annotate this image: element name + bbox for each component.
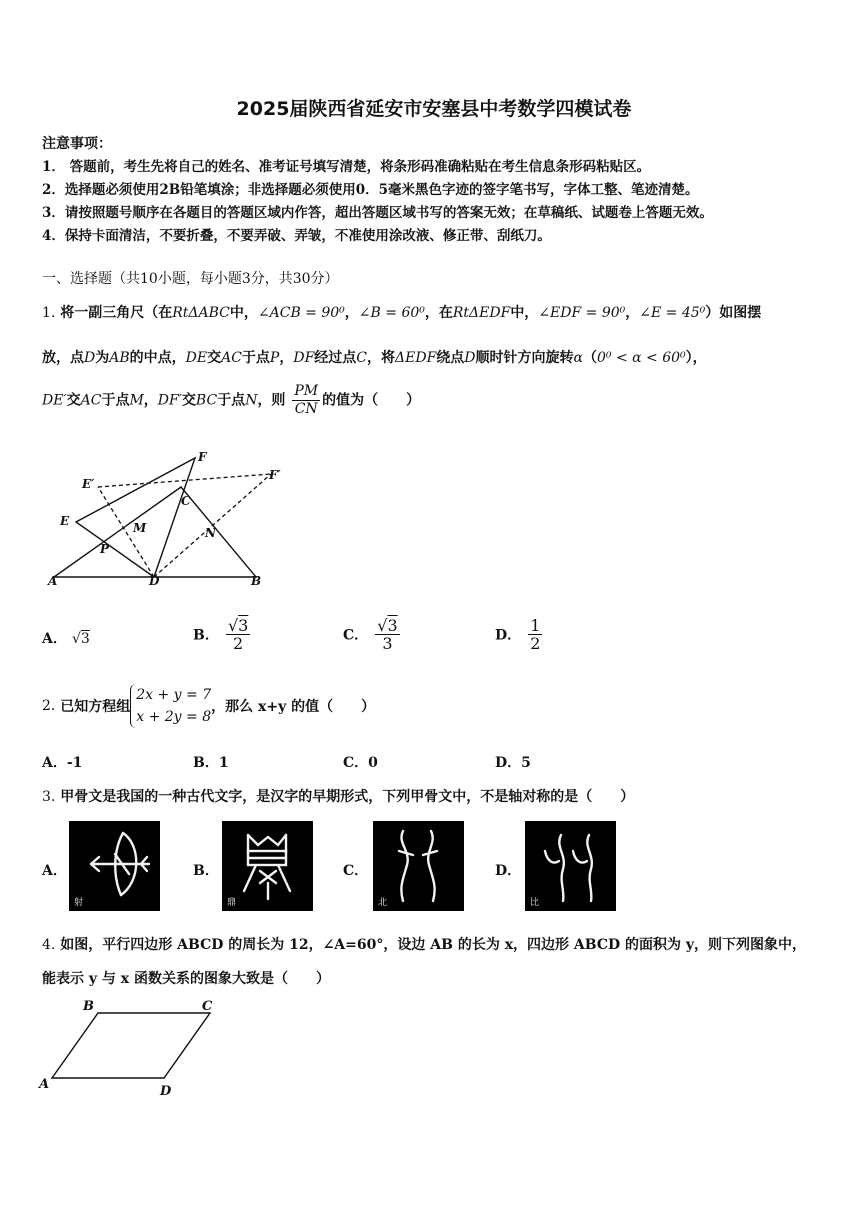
- option-letter: D．: [495, 627, 522, 644]
- label-a: A: [48, 574, 58, 588]
- option-letter: B．: [193, 755, 219, 771]
- label-e-prime: E′: [82, 477, 95, 491]
- label-c: C: [202, 999, 213, 1014]
- parallelogram-abcd: [52, 1013, 210, 1078]
- triangle-edf: [76, 458, 195, 577]
- q1-text: ）如图摆: [705, 305, 762, 321]
- option-letter: C．: [343, 863, 369, 879]
- option-value: 3: [80, 631, 90, 647]
- q1-math: DE: [185, 350, 208, 366]
- notes-heading: 注意事项：: [42, 136, 112, 152]
- q1-text: 的值为（ ）: [322, 392, 421, 409]
- q1-math: BC: [195, 392, 218, 409]
- q1-text: ，: [143, 392, 158, 409]
- q4-line2: [42, 968, 330, 988]
- q1-text: 交: [207, 350, 222, 366]
- q1-fraction: [292, 383, 320, 418]
- sqrt-icon: √: [377, 616, 388, 635]
- fraction-numerator: 1: [530, 616, 541, 635]
- option-letter: A．: [42, 631, 67, 647]
- q1-triangle-figure: [40, 445, 300, 590]
- q3-text: 甲骨文是我国的一种古代文字，是汉字的早期形式，下列甲骨文中，不是轴对称的是（ ）: [60, 789, 635, 805]
- option-letter: B．: [193, 627, 219, 644]
- note-item-4: 4．保持卡面清洁，不要折叠，不要弄破、弄皱，不准使用涂改液、修正带、刮纸刀。: [42, 228, 551, 244]
- option-fraction: [375, 617, 399, 652]
- q2-option-b[interactable]: [193, 752, 229, 772]
- label-n: N: [205, 526, 216, 540]
- q1-text: ，将: [367, 350, 396, 366]
- q1-line1: [42, 302, 761, 322]
- option-value: 5: [521, 755, 531, 771]
- q1-math: M: [129, 392, 144, 409]
- q1-text: 中，: [510, 305, 539, 321]
- q1-option-b[interactable]: [193, 617, 252, 652]
- q1-math: AC: [80, 392, 102, 409]
- label-a: A: [39, 1077, 50, 1092]
- q1-text: （: [583, 350, 597, 366]
- q1-math: DF′: [157, 392, 182, 409]
- label-f: F: [198, 450, 207, 464]
- oracle-caption: 北: [378, 898, 388, 908]
- q2-text: 已知方程组: [60, 699, 131, 715]
- option-value: 0: [368, 755, 378, 771]
- q1-text: ，: [279, 350, 294, 366]
- fraction-numerator: 3: [387, 616, 398, 635]
- q1-line3: [42, 383, 420, 418]
- oracle-caption: 鼎: [227, 898, 237, 908]
- option-letter: C．: [343, 755, 369, 771]
- option-letter: B．: [193, 863, 219, 879]
- q1-math: DF: [293, 350, 315, 366]
- q1-math: ∠B = 60⁰: [358, 305, 425, 321]
- page-title: 2025届陕西省延安市安塞县中考数学四模试卷: [236, 98, 632, 120]
- q1-text: 经过点: [314, 350, 357, 366]
- q3-stem: [42, 786, 634, 806]
- q1-text: ，则: [257, 392, 286, 409]
- label-d: D: [149, 574, 160, 588]
- q4-number: 4.: [42, 937, 56, 953]
- q1-math: C: [356, 350, 368, 366]
- q1-math: D: [84, 350, 96, 366]
- q2-number: 2.: [42, 698, 56, 714]
- q1-text: 交: [181, 392, 196, 409]
- oracle-caption: 比: [530, 898, 540, 908]
- q1-text: 将一副三角尺（在: [60, 305, 173, 321]
- q4-parallelogram-figure: [36, 995, 226, 1100]
- q1-math: N: [245, 392, 258, 409]
- q3-option-c-image[interactable]: [373, 821, 464, 911]
- fraction-denominator: 2: [233, 634, 244, 653]
- label-b: B: [251, 574, 262, 588]
- q3-option-c-letter: [343, 860, 368, 880]
- q1-math: α: [573, 350, 583, 366]
- q1-line2: [42, 347, 707, 367]
- note-item-2: 2．选择题必须使用2B铅笔填涂；非选择题必须使用0．5毫米黑色字迹的签字笔书写，字体工整、笔迹清楚。: [42, 182, 699, 198]
- note-item-1: 1． 答题前，考生先将自己的姓名、准考证号填写清楚，将条形码准确粘贴在考生信息条形码粘贴区。: [42, 159, 651, 175]
- q2-option-a[interactable]: [42, 752, 82, 772]
- q2-option-d[interactable]: [495, 752, 531, 772]
- q1-math: D: [464, 350, 476, 366]
- option-letter: A．: [42, 755, 67, 771]
- option-fraction: [528, 617, 542, 652]
- q1-number: 1.: [42, 305, 56, 321]
- q3-option-d-letter: [495, 860, 521, 880]
- q1-option-c[interactable]: [343, 617, 402, 652]
- q1-text: ，: [625, 305, 640, 321]
- q1-text: 中，: [229, 305, 258, 321]
- q3-option-a-letter: [42, 860, 67, 880]
- q3-number: 3.: [42, 789, 56, 805]
- fraction-numerator: PM: [294, 383, 319, 399]
- sqrt-icon: √: [71, 631, 81, 647]
- q1-text: ，: [344, 305, 359, 321]
- equation-system: [130, 684, 211, 728]
- q1-math: RtΔABC: [172, 305, 230, 321]
- option-letter: A．: [42, 863, 67, 879]
- q1-math: ∠ACB = 90⁰: [257, 305, 345, 321]
- q1-math: 0⁰ < α < 60⁰: [597, 350, 686, 366]
- q1-text: 于点: [101, 392, 130, 409]
- option-value: -1: [66, 755, 83, 771]
- q4-text: 能表示 y 与 x 函数关系的图象大致是（ ）: [42, 971, 330, 987]
- q3-option-b-image[interactable]: [222, 821, 313, 911]
- label-m: M: [133, 521, 147, 535]
- q1-math: P: [269, 350, 280, 366]
- q1-text: 绕点: [436, 350, 465, 366]
- segment-e-prime-f-prime: [98, 474, 271, 487]
- label-f-prime: F′: [269, 468, 281, 482]
- q1-text: 的中点，: [129, 350, 186, 366]
- option-fraction: [226, 617, 250, 652]
- q2-stem: [42, 684, 375, 728]
- fraction-denominator: 3: [382, 634, 393, 653]
- oracle-caption: 射: [74, 898, 84, 908]
- q1-option-a[interactable]: [42, 628, 90, 648]
- option-letter: D．: [495, 863, 522, 879]
- q1-text: 放，点: [42, 350, 84, 366]
- triangle-abc: [54, 487, 256, 577]
- fraction-numerator: 3: [238, 616, 249, 635]
- q1-math: ∠EDF = 90⁰: [538, 305, 626, 321]
- q1-text: 顺时针方向旋转: [475, 350, 574, 366]
- q1-math: AC: [221, 350, 242, 366]
- equation-2: x + 2y = 8: [136, 709, 212, 725]
- q1-option-d[interactable]: [495, 617, 544, 652]
- q4-text: 如图，平行四边形 ABCD 的周长为 12，∠A=60°，设边 AB 的长为 x，四边形 ABCD 的面积为 y，则下列图象中，: [60, 937, 807, 953]
- sqrt-icon: √: [227, 616, 239, 635]
- q1-text: 交: [66, 392, 81, 409]
- label-e: E: [60, 514, 70, 528]
- section-heading: 一、选择题（共10小题，每小题3分，共30分）: [42, 271, 339, 287]
- q1-text: ，在: [424, 305, 453, 321]
- q1-math: ∠E = 45⁰: [639, 305, 706, 321]
- q1-text: 为: [95, 350, 110, 366]
- q3-option-d-image[interactable]: [525, 821, 616, 911]
- fraction-denominator: CN: [294, 401, 318, 417]
- option-value: 1: [218, 755, 229, 771]
- label-c: C: [181, 494, 191, 508]
- label-b: B: [83, 999, 94, 1014]
- note-item-3: 3．请按照题号顺序在各题目的答题区域内作答，超出答题区域书写的答案无效；在草稿纸、试题卷上答题无效。: [42, 205, 713, 221]
- q1-math: AB: [109, 350, 130, 366]
- q3-option-a-image[interactable]: [69, 821, 160, 911]
- q1-text: 于点: [241, 350, 270, 366]
- q2-text: ，那么 x+y 的值（ ）: [211, 699, 376, 715]
- q1-text: ），: [685, 350, 707, 366]
- q3-option-b-letter: [193, 860, 219, 880]
- q1-math: ΔEDF: [395, 350, 437, 366]
- fraction-denominator: 2: [530, 634, 541, 653]
- option-letter: D．: [495, 755, 522, 771]
- q1-text: 于点: [217, 392, 246, 409]
- label-d: D: [160, 1084, 172, 1099]
- q2-option-c[interactable]: [343, 752, 378, 772]
- q1-math: RtΔEDF: [452, 305, 511, 321]
- q4-line1: [42, 934, 806, 954]
- label-p: P: [100, 542, 110, 556]
- q1-math: DE′: [42, 392, 67, 409]
- option-letter: C．: [343, 627, 369, 644]
- equation-1: 2x + y = 7: [136, 687, 212, 703]
